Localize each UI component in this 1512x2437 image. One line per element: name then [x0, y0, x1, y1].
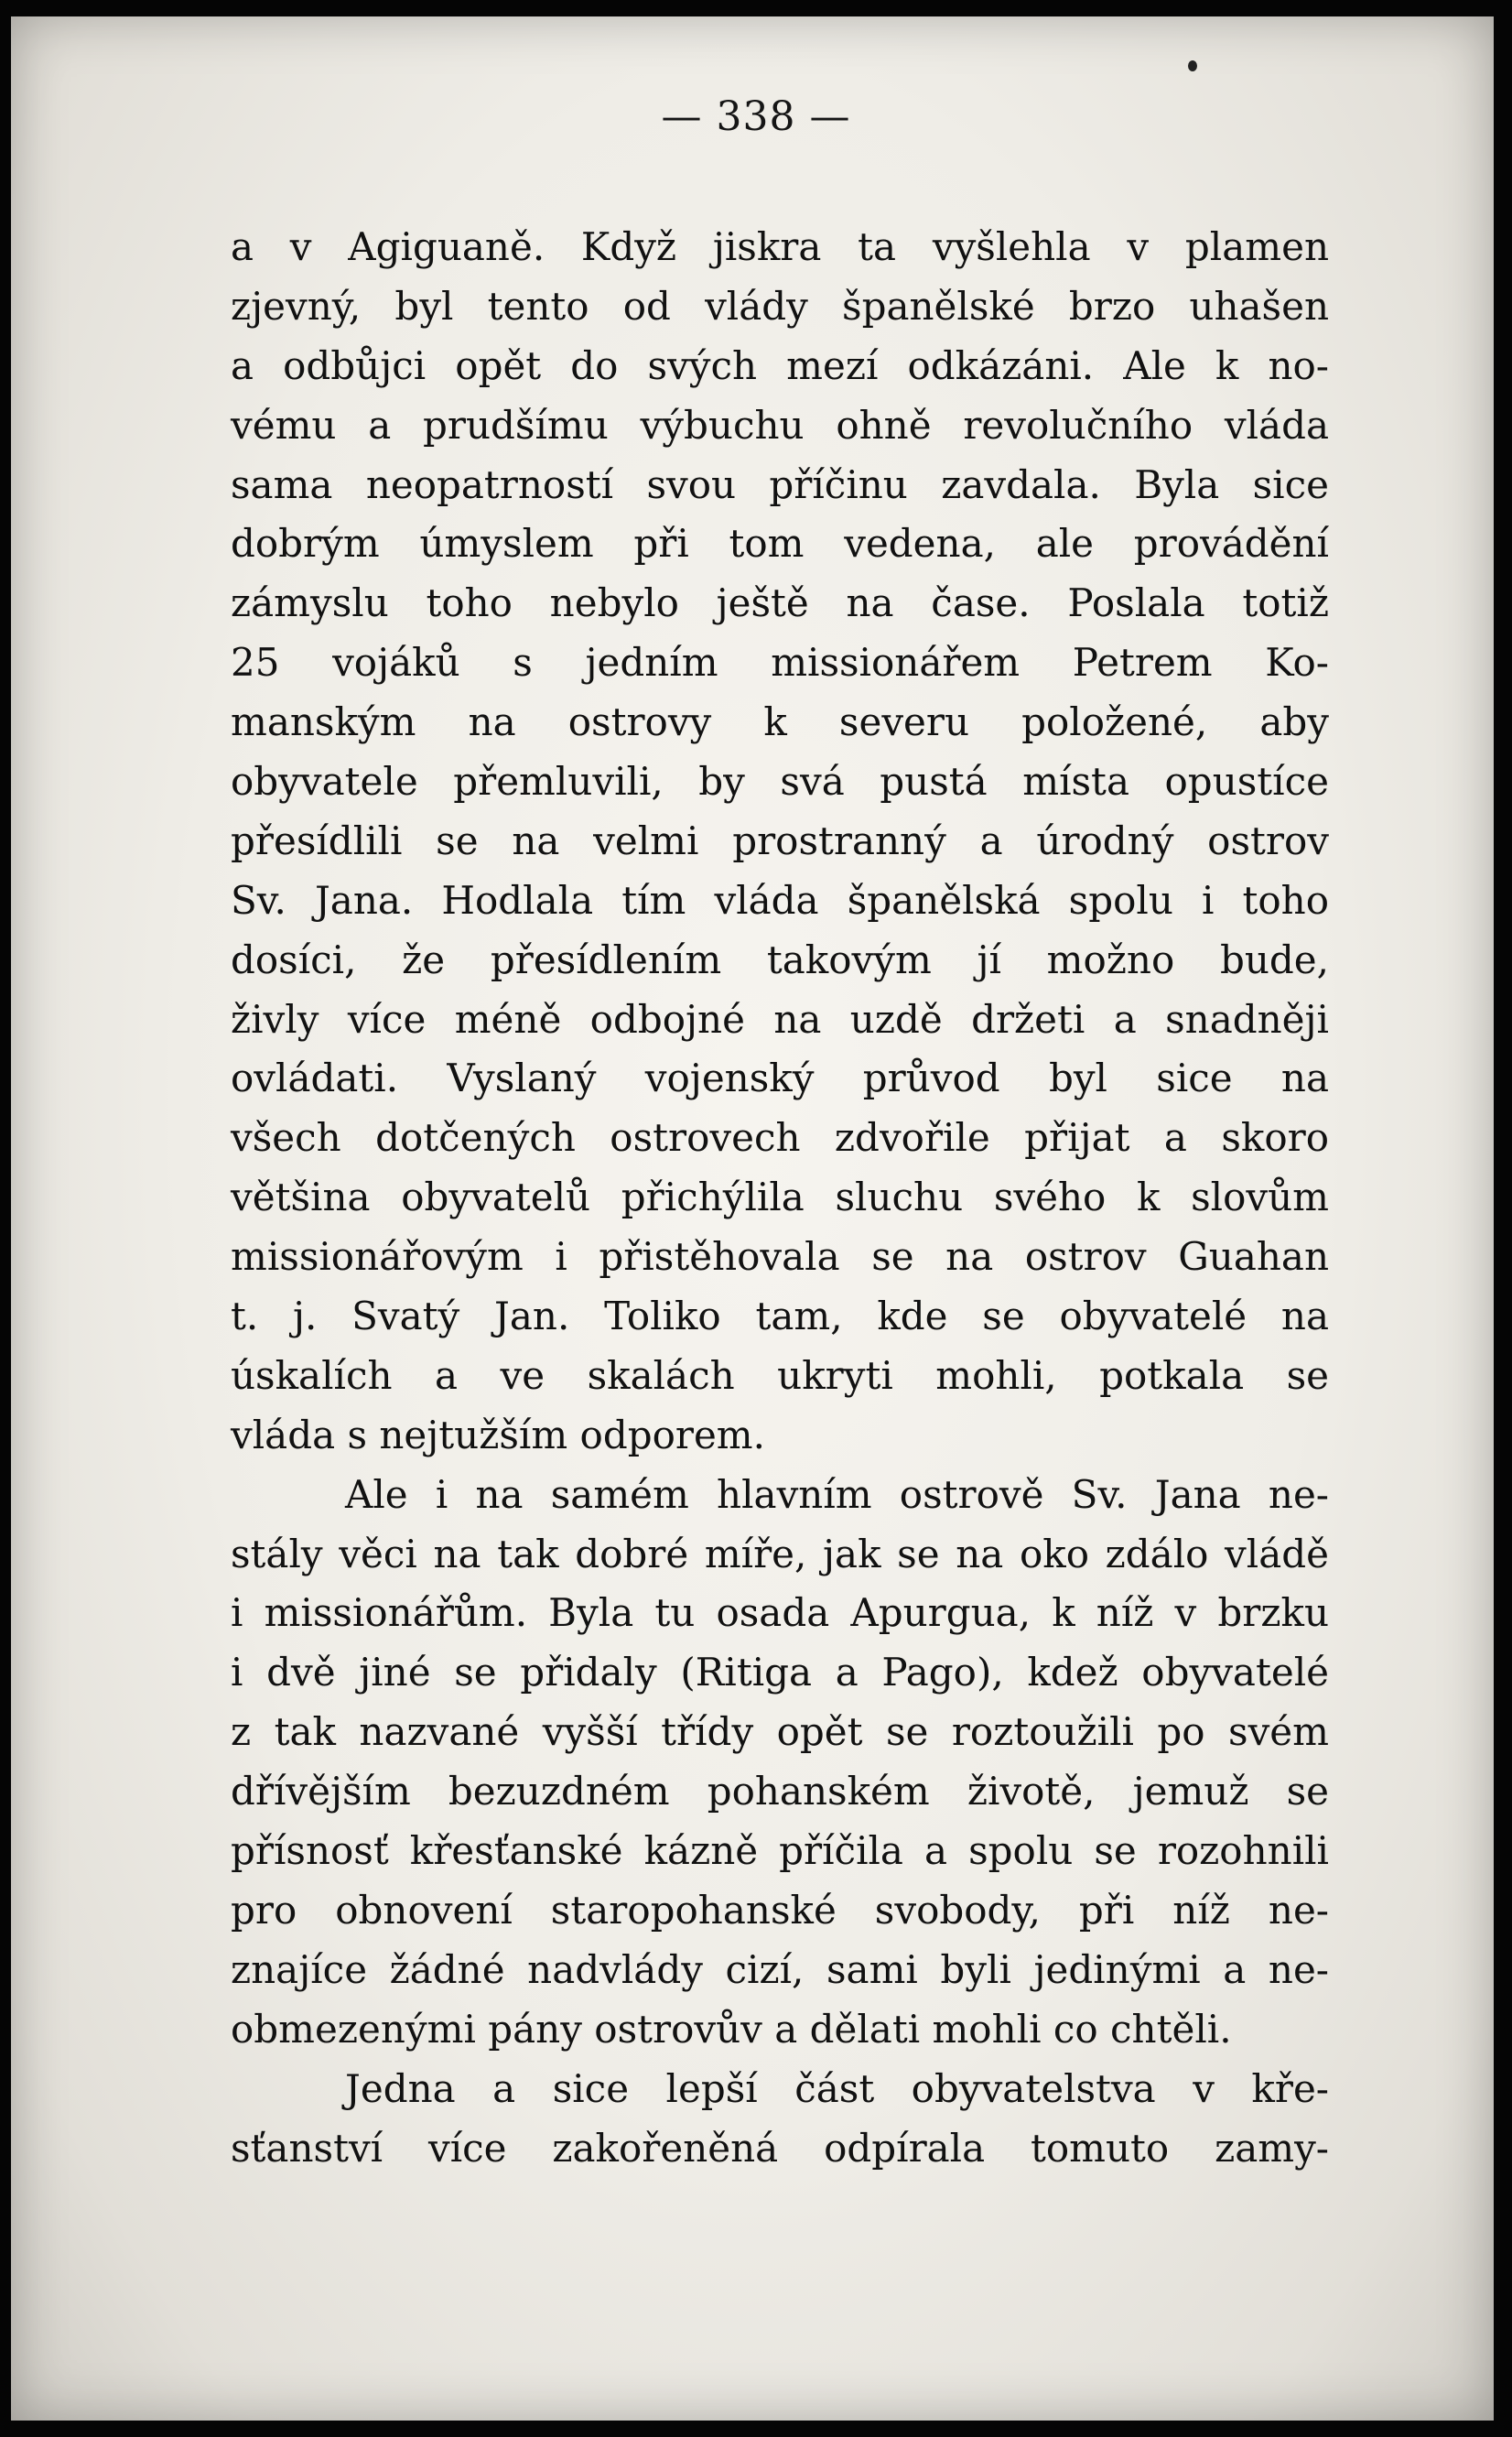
text-line: obyvatele přemluvili, by svá pustá místa opustíce: [231, 759, 1329, 805]
text-line: sama neopatrností svou příčinu zavdala. Byla sice: [231, 461, 1329, 507]
text-line: Jedna a sice lepší část obyvatelstva v kře-: [345, 2065, 1329, 2111]
text-line: vláda s nejtužším odporem.: [231, 1412, 765, 1457]
text-line: i missionářům. Byla tu osada Apurgua, k níž v brzku: [231, 1590, 1329, 1636]
text-line: obmezenými pány ostrovův a dělati mohli co chtěli.: [231, 2006, 1232, 2052]
text-line: z tak nazvané vyšší třídy opět se roztoužili po svém: [231, 1709, 1329, 1755]
text-line: většina obyvatelů přichýlila sluchu svého k slovům: [231, 1175, 1329, 1220]
text-line: vému a prudšímu výbuchu ohně revolučního vláda: [231, 402, 1329, 448]
text-line: dřívějším bezuzdném pohanském životě, jemuž se: [231, 1769, 1329, 1814]
text-line: živly více méně odbojné na uzdě držeti a snadněji: [231, 996, 1329, 1042]
text-line: manským na ostrovy k severu položené, aby: [231, 699, 1329, 745]
body-text: [231, 218, 1329, 2178]
text-line: missionářovým i přistěhovala se na ostrov Guahan: [231, 1234, 1329, 1280]
text-line: pro obnovení staropohanské svobody, při níž ne-: [231, 1887, 1329, 1933]
text-line: zjevný, byl tento od vlády španělské brzo uhašen: [231, 283, 1329, 329]
text-line: úskalích a ve skalách ukryti mohli, potkala se: [231, 1352, 1329, 1398]
text-line: ovládati. Vyslaný vojenský průvod byl sice na: [231, 1056, 1329, 1101]
text-line: zámyslu toho nebylo ještě na čase. Poslala totiž: [231, 580, 1329, 626]
text-line: Sv. Jana. Hodlala tím vláda španělská spolu i toho: [231, 877, 1329, 923]
text-line: 25 vojáků s jedním missionářem Petrem Ko-: [231, 640, 1329, 686]
ink-spot: [1188, 60, 1197, 71]
text-line: přesídlili se na velmi prostranný a úrodný ostrov: [231, 818, 1329, 863]
text-line: i dvě jiné se přidaly (Ritiga a Pago), kdež obyvatelé: [231, 1650, 1329, 1695]
text-line: sťanství více zakořeněná odpírala tomuto zamy-: [231, 2125, 1329, 2171]
text-line: všech dotčených ostrovech zdvořile přijat a skoro: [231, 1115, 1329, 1161]
text-line: t. j. Svatý Jan. Toliko tam, kde se obyvatelé na: [231, 1294, 1329, 1339]
text-line: Ale i na samém hlavním ostrově Sv. Jana ne-: [345, 1471, 1329, 1517]
text-line: znajíce žádné nadvlády cizí, sami byli jedinými a ne-: [231, 1946, 1329, 1992]
text-line: dosíci, že přesídlením takovým jí možno bude,: [231, 937, 1329, 982]
text-line: dobrým úmyslem při tom vedena, ale provádění: [231, 521, 1329, 567]
page-number: — 338 —: [661, 93, 851, 140]
text-line: a v Agiguaně. Když jiskra ta vyšlehla v plamen: [231, 224, 1329, 269]
text-line: stály věci na tak dobré míře, jak se na oko zdálo vládě: [231, 1531, 1329, 1576]
text-line: přísnosť křesťanské kázně příčila a spolu se rozohnili: [231, 1828, 1329, 1874]
text-line: a odbůjci opět do svých mezí odkázáni. Ale k no-: [231, 342, 1329, 388]
